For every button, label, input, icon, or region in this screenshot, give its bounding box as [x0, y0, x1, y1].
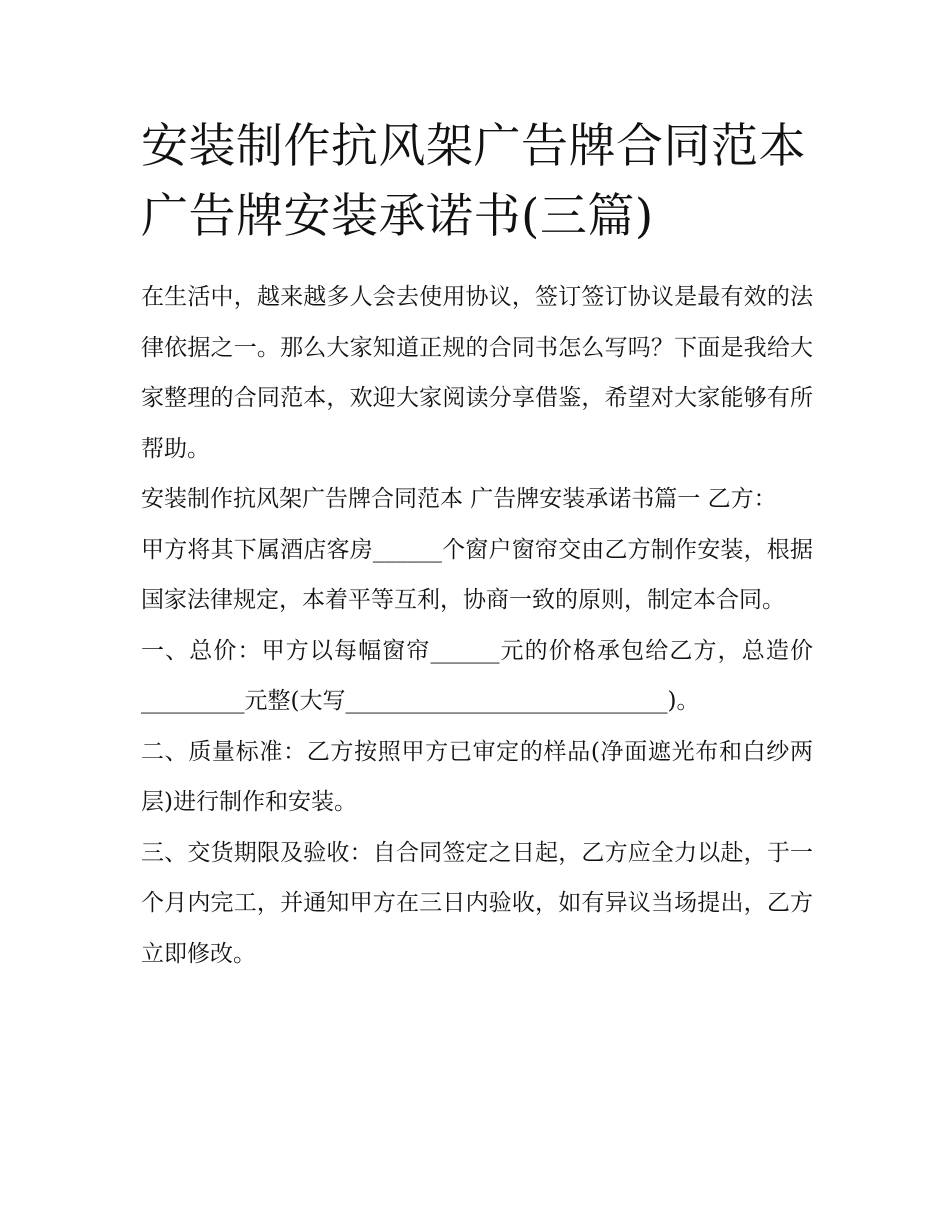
section-heading: 安装制作抗风架广告牌合同范本 广告牌安装承诺书篇一 乙方： [141, 486, 777, 512]
document-body [141, 272, 813, 979]
intro-paragraph: 在生活中，越来越多人会去使用协议，签订签订协议是最有效的法律依据之一。那么大家知道正规的合同书怎么写吗？下面是我给大家整理的合同范本，欢迎大家阅读分享借鉴，希望对大家能够有所帮助。 [141, 284, 813, 462]
clause-price: 一、总价：甲方以每幅窗帘______元的价格承包给乙方，总造价_________元整(大写____________________________)。 [141, 637, 813, 714]
contract-paragraph: 甲方将其下属酒店客房______个窗户窗帘交由乙方制作安装，根据国家法律规定，本着平等互利，协商一致的原则，制定本合同。 [141, 536, 813, 613]
document-page [141, 112, 813, 979]
clause-delivery: 三、交货期限及验收：自合同签定之日起，乙方应全力以赴，于一个月内完工，并通知甲方在三日内验收，如有异议当场提出，乙方立即修改。 [141, 839, 813, 967]
document-title: 安装制作抗风架广告牌合同范本 广告牌安装承诺书(三篇) [141, 119, 806, 244]
clause-quality: 二、质量标准：乙方按照甲方已审定的样品(净面遮光布和白纱两层)进行制作和安装。 [141, 738, 813, 815]
